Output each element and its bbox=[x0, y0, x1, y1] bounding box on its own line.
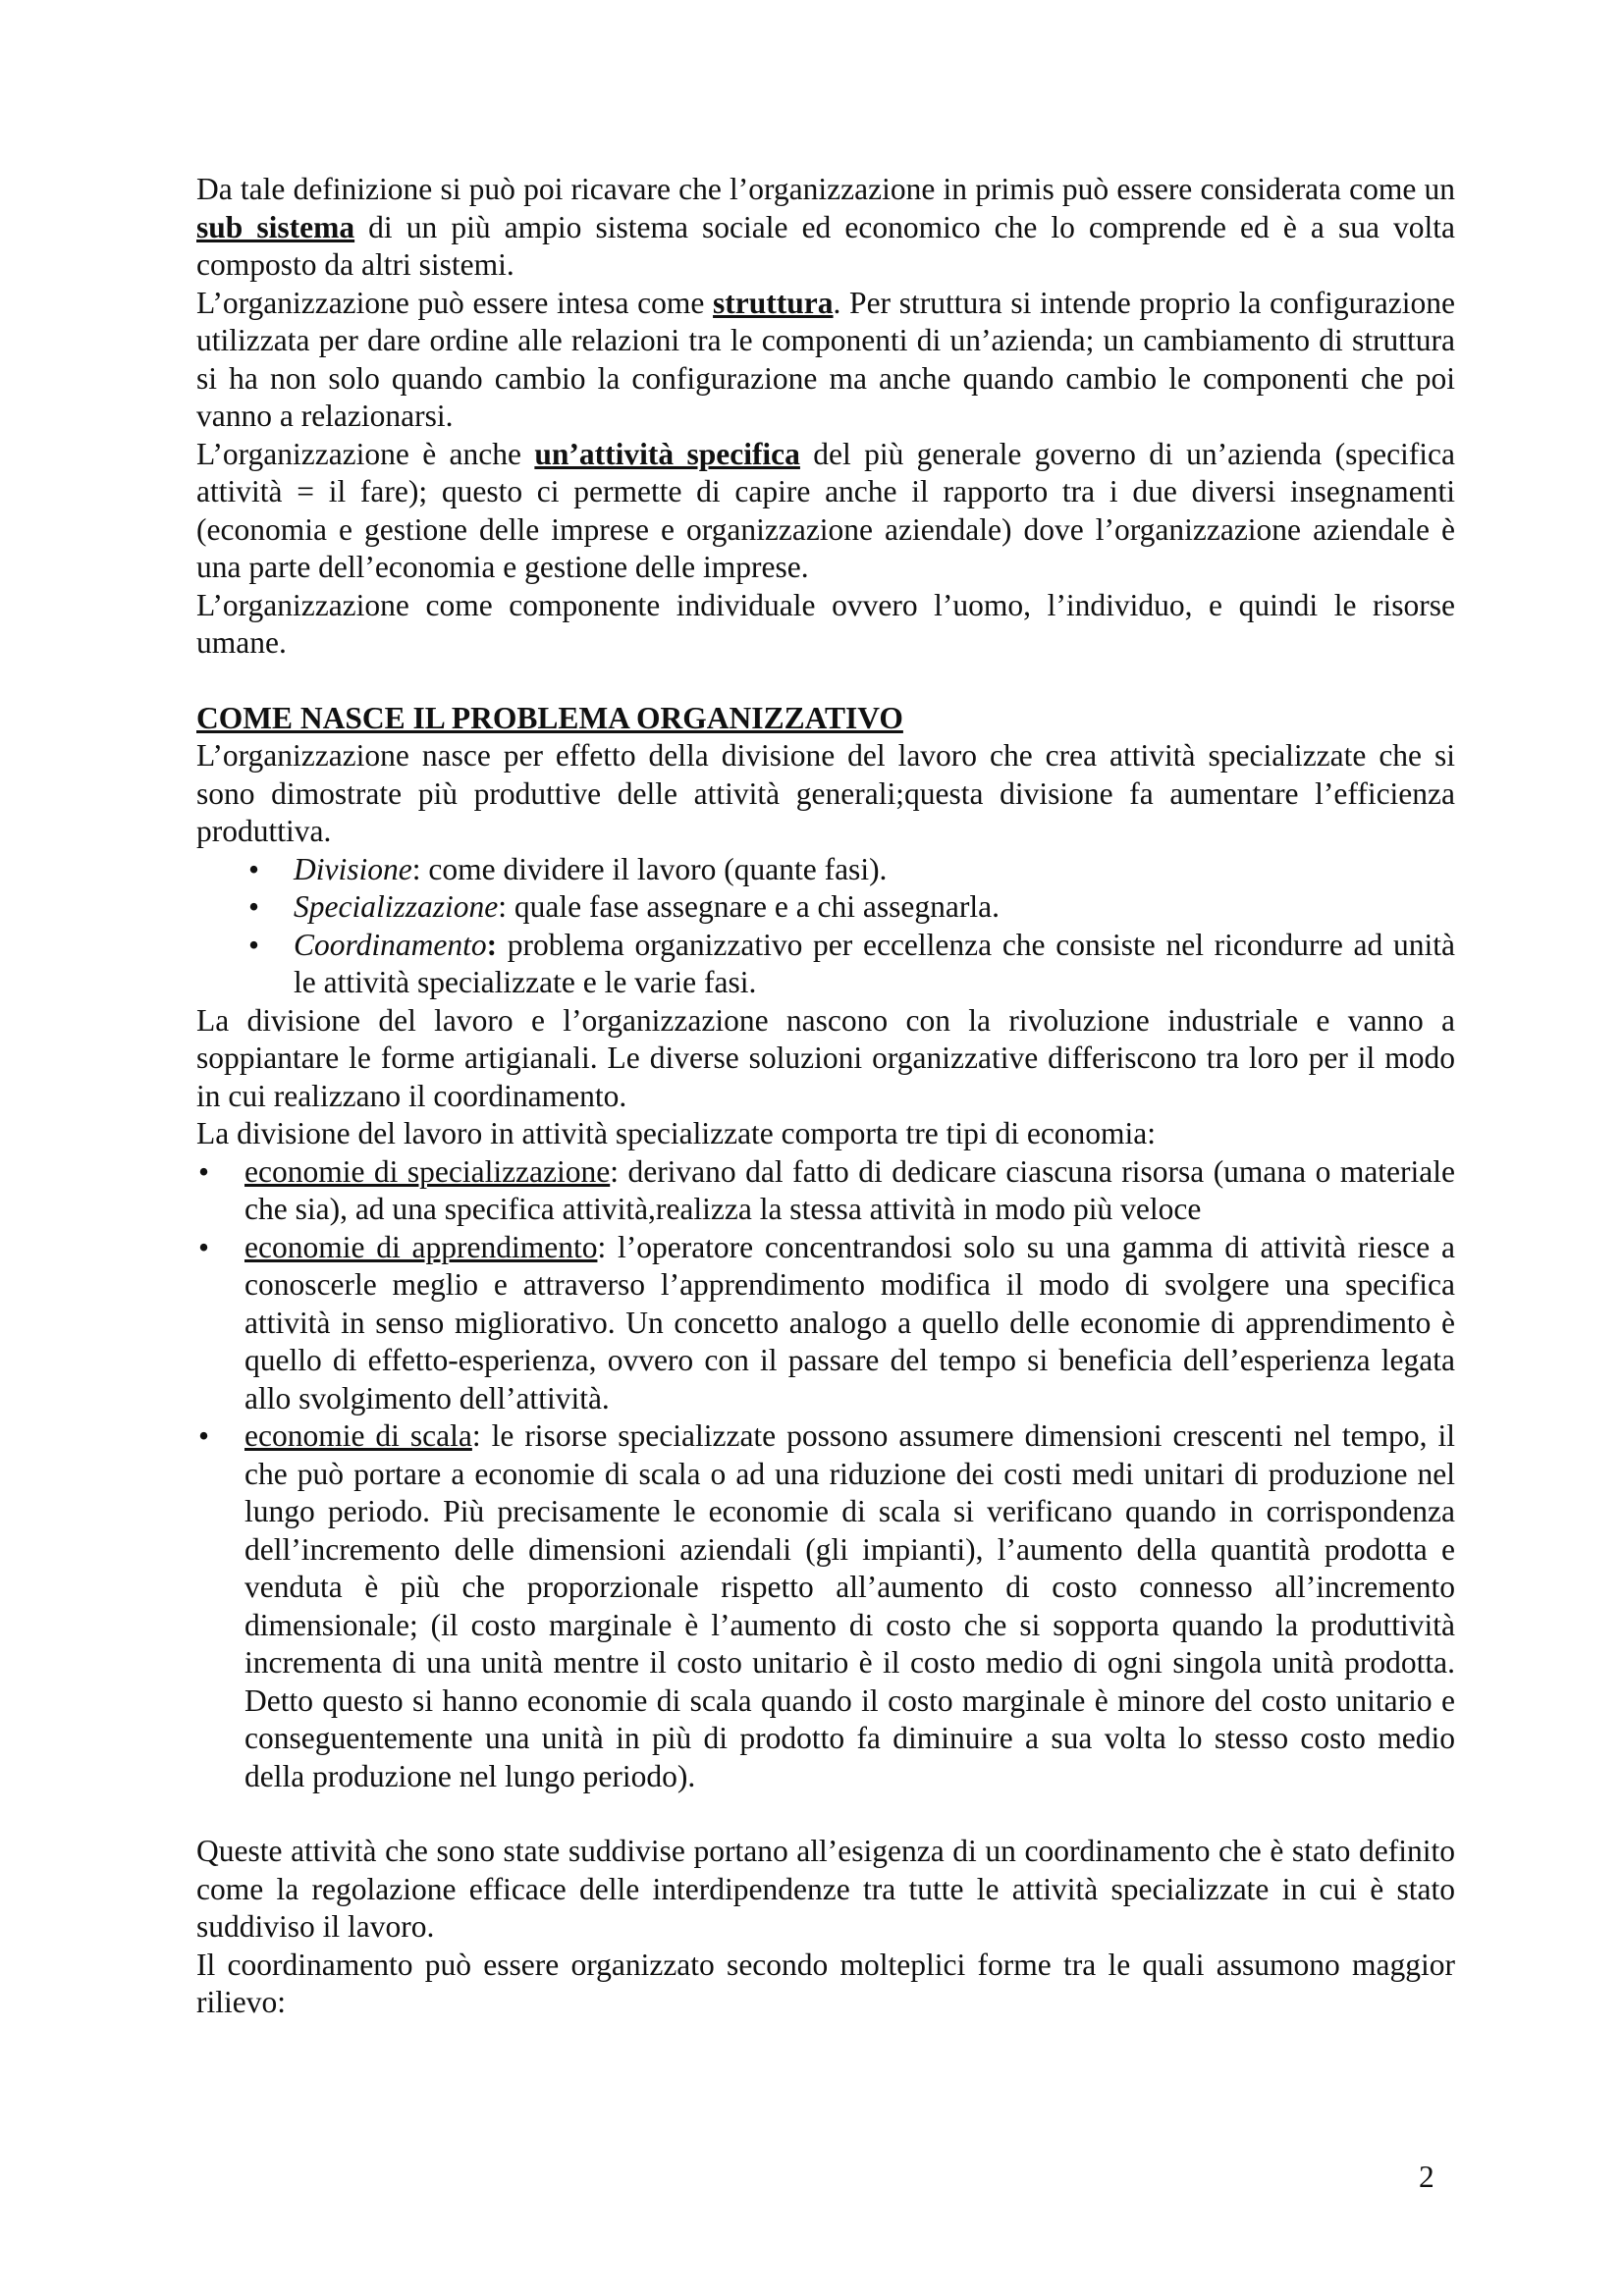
paragraph-attivita-specifica: L’organizzazione è anche un’attività specifica del più generale governo di un’azienda (specifica attività = il fare); questo ci permette di capire anche il rapporto tra i due diversi insegnamenti (economia e gestione delle imprese e organizzazione aziendale) dove l’organizzazione aziendale è una parte dell’economia e gestione delle imprese. bbox=[196, 436, 1456, 584]
term-struttura: struttura bbox=[713, 285, 834, 320]
list-item: • economie di scala: le risorse specializzate possono assumere dimensioni crescenti nel tempo, il che può portare a economie di scala o ad una riduzione dei costi medi unitari di produzione nel lungo periodo. Più precisamente le economie di scala si verificano quando in corrispondenza dell’incremento delle dimensioni aziendali (gli impianti), l’aumento della quantità prodotta e venduta è più che proporzionale rispetto all’aumento di costo connesso all’incremento dimensionale; (il costo marginale è l’aumento di costo che si sopporta quando la produttività incrementa di una unità mentre il costo unitario è il costo medio di ogni singola unità prodotta. Detto questo si hanno economie di scala quando il costo marginale è minore del costo unitario e conseguentemente una unità in più di prodotto fa diminuire a sua volta lo stesso costo medio della produzione nel lungo periodo). bbox=[198, 1418, 1456, 1793]
bullet-icon: • bbox=[248, 927, 260, 962]
section-heading: COME NASCE IL PROBLEMA ORGANIZZATIVO bbox=[196, 700, 903, 735]
paragraph-rivoluzione-industriale: La divisione del lavoro e l’organizzazione nascono con la rivoluzione industriale e vanno a soppiantare le forme artigianali. Le diverse soluzioni organizzative differiscono tra loro per il modo in cui realizzano il coordinamento. bbox=[196, 1002, 1455, 1113]
page-body bbox=[196, 171, 1455, 2022]
paragraph-struttura: L’organizzazione può essere intesa come struttura. Per struttura si intende proprio la configurazione utilizzata per dare ordine alle relazioni tra le componenti di un’azienda; un cambiamento di struttura si ha non solo quando cambio la configurazione ma anche quando cambio le componenti che poi vanno a relazionarsi. bbox=[196, 285, 1456, 433]
list-item: • economie di specializzazione: derivano dal fatto di dedicare ciascuna risorsa (umana o materiale che sia), ad una specifica attività,realizza la stessa attività in modo più veloce bbox=[198, 1153, 1455, 1226]
bullet-icon: • bbox=[248, 851, 260, 886]
paragraph-tipi-economia: La divisione del lavoro in attività specializzate comporta tre tipi di economia: bbox=[196, 1116, 1157, 1150]
term-attivita-specifica: un’attività specifica bbox=[534, 436, 800, 471]
paragraph-spacer bbox=[196, 1795, 1455, 1833]
bullet-icon: • bbox=[198, 1229, 210, 1264]
bullet-icon: • bbox=[198, 1418, 210, 1453]
list-item: • Specializzazione: quale fase assegnare e a chi assegnarla. bbox=[196, 888, 1455, 927]
list-item: • economie di apprendimento: l’operatore concentrandosi solo su una gamma di attività riesce a conoscerle meglio e attraverso l’apprendimento modifica il modo di svolgere una specifica attività in senso migliorativo. Un concetto analogo a quello delle economie di apprendimento è quello di effetto-esperienza, ovvero con il passare del tempo si beneficia dell’esperienza legata allo svolgimento dell’attività. bbox=[198, 1229, 1455, 1415]
concept-list bbox=[196, 851, 1455, 1002]
term-sub-sistema: sub sistema bbox=[196, 209, 355, 244]
page-number: 2 bbox=[1419, 2160, 1434, 2194]
bullet-icon: • bbox=[198, 1153, 210, 1189]
paragraph-forme-coordinamento: Il coordinamento può essere organizzato secondo molteplici forme tra le quali assumono maggior rilievo: bbox=[196, 1947, 1455, 2019]
paragraph-risorse-umane: L’organizzazione come componente individuale ovvero l’uomo, l’individuo, e quindi le risorse umane. bbox=[196, 587, 1455, 660]
paragraph-coordinamento: Queste attività che sono state suddivise portano all’esigenza di un coordinamento che è stato definito come la regolazione efficace delle interdipendenze tra tutte le attività specializzate in cui è stato suddiviso il lavoro. bbox=[196, 1834, 1455, 1944]
list-item: • Divisione: come dividere il lavoro (quante fasi). bbox=[196, 851, 1455, 889]
list-item: • Coordinamento: problema organizzativo per eccellenza che consiste nel ricondurre ad unità le attività specializzate e le varie fasi. bbox=[248, 927, 1455, 999]
economies-list bbox=[196, 1153, 1455, 1796]
bullet-icon: • bbox=[248, 889, 260, 924]
paragraph-divisione-lavoro: L’organizzazione nasce per effetto della divisione del lavoro che crea attività specializzate che si sono dimostrate più produttive delle attività generali;questa divisione fa aumentare l’efficienza produttiva. bbox=[196, 738, 1455, 848]
paragraph-sub-sistema: Da tale definizione si può poi ricavare che l’organizzazione in primis può essere considerata come un sub sistema di un più ampio sistema sociale ed economico che lo comprende ed è a sua volta composto da altri sistemi. bbox=[196, 172, 1455, 282]
